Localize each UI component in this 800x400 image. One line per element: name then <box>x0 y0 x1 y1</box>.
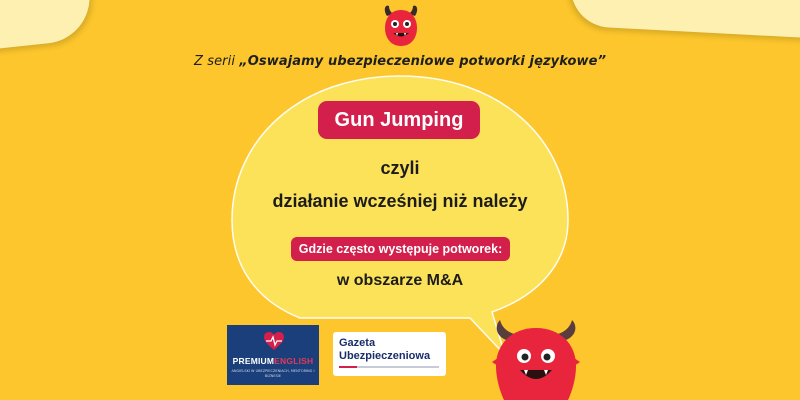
series-title: „Oswajamy ubezpieczeniowe potworki językowe” <box>239 54 607 69</box>
gazeta-line1: Gazeta <box>339 337 376 349</box>
heart-pulse-icon <box>263 331 285 351</box>
subtitle-line1: czyli <box>380 158 420 178</box>
series-caption <box>0 54 800 69</box>
red-monster-mascot-icon <box>488 318 584 400</box>
series-prefix: Z serii <box>193 54 236 69</box>
red-monster-icon <box>381 2 421 50</box>
where-label-badge: Gdzie często występuje potworek: <box>291 237 510 261</box>
premium-english-name <box>227 356 319 366</box>
premium-english-name-part2: ENGLISH <box>274 356 314 366</box>
title-badge: Gun Jumping <box>318 101 480 139</box>
where-value: w obszarze M&A <box>336 272 464 289</box>
gazeta-line2: Ubezpieczeniowa <box>339 350 431 362</box>
premium-english-logo[interactable] <box>227 325 319 385</box>
premium-english-name-part1: PREMIUM <box>232 356 275 366</box>
premium-english-tagline: ANGIELSKI W UBEZPIECZENIACH, MENTORING I BIZNESIE <box>231 369 315 378</box>
subtitle-line2: działanie wcześniej niż należy <box>272 191 528 211</box>
gazeta-ubezpieczeniowa-logo[interactable] <box>333 332 446 376</box>
gazeta-underline-accent <box>339 366 357 368</box>
